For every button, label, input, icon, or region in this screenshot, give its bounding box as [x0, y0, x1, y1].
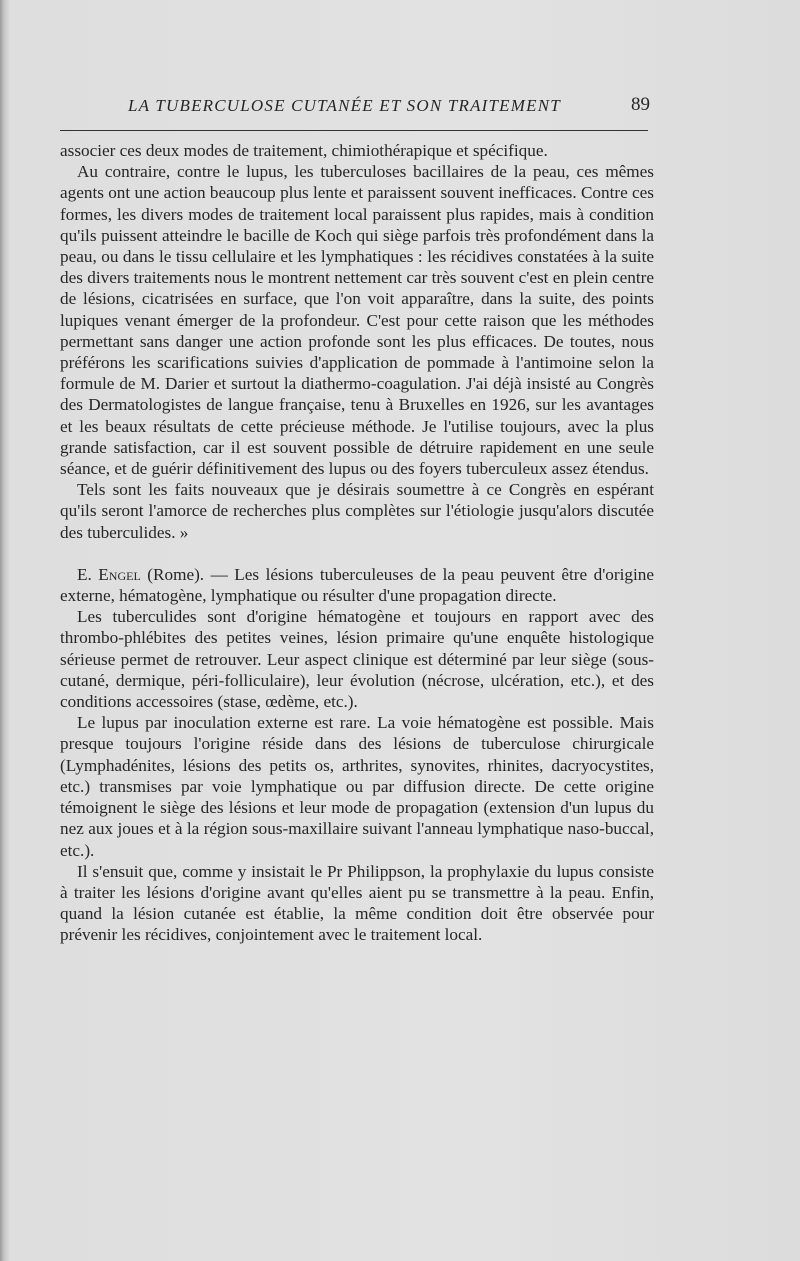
body-text [60, 140, 654, 946]
paragraph-5: Les tuberculides sont d'origine hématogène et toujours en rapport avec des thrombo-phlébites des petites veines, lésion primaire qu'une enquête histologique sérieuse permet de retrouver. Leur aspect clinique est déterminé par leur siège (sous-cutané, dermique, péri-folliculaire), leur évolution (nécrose, ulcération, etc.), et des conditions accessoires (stase, œdème, etc.). [60, 607, 654, 712]
paragraph-3: Tels sont les faits nouveaux que je désirais soumettre à ce Congrès en espérant qu'ils seront l'amorce de recherches plus complètes sur l'étiologie jusqu'alors discutée des tuberculides. » [60, 480, 654, 542]
header-rule [60, 130, 648, 131]
author-name: E. Engel [77, 564, 141, 584]
paragraph-4 [60, 564, 654, 606]
paragraph-2: Au contraire, contre le lupus, les tuberculoses bacillaires de la peau, ces mêmes agents ont une action beaucoup plus lente et paraissent souvent inefficaces. Contre ces formes, les divers modes de traitement local paraissent plus rapides, mais à condition qu'ils puissent atteindre le bacille de Koch qui siège parfois très profondément dans la peau, ou dans le tissu cellulaire et les lymphatiques : les récidives constatées à la suite des divers traitements nous le montrent nettement car très souvent c'est en plein centre de lésions, cicatrisées en surface, que l'on voit apparaître, dans la suite, des points lupiques venant émerger de la profondeur. C'est pour cette raison que les méthodes permettant sans danger une action profonde sont les plus efficaces. De toutes, nous préférons les scarifications suivies d'application de pommade à l'antimoine selon la formule de M. Darier et surtout la diathermo-coagulation. J'ai déjà insisté au Congrès des Dermatologistes de langue française, tenu à Bruxelles en 1926, sur les avantages et les beaux résultats de cette précieuse méthode. Je l'utilise toujours, avec la plus grande satisfaction, car il est souvent possible de détruire rapidement en une seule séance, et de guérir définitivement des lupus ou des foyers tuberculeux assez étendus. [60, 162, 654, 479]
page-header [60, 94, 650, 124]
paragraph-4-text: (Rome). — Les lésions tuberculeuses de la peau peuvent être d'origine externe, hématogène, lymphatique ou résulter d'une propagation directe. [60, 564, 654, 606]
running-title: LA TUBERCULOSE CUTANÉE ET SON TRAITEMENT [128, 96, 561, 115]
page-number: 89 [631, 94, 650, 115]
paragraph-7: Il s'ensuit que, comme y insistait le Pr Philippson, la prophylaxie du lupus consiste à traiter les lésions d'origine avant qu'elles aient pu se transmettre à la peau. Enfin, quand la lésion cutanée est établie, la même condition doit être observée pour prévenir les récidives, conjointement avec le traitement local. [60, 861, 654, 945]
paragraph-6: Le lupus par inoculation externe est rare. La voie hématogène est possible. Mais presque toujours l'origine réside dans des lésions de tuberculose chirurgicale (Lymphadénites, lésions des petits os, arthrites, synovites, rhinites, dacryocystites, etc.) transmises par voie lymphatique ou par diffusion directe. De cette origine témoignent le siège des lésions et leur mode de propagation (extension d'un lupus du nez aux joues et à la région sous-maxillaire suivant l'anneau lymphatique naso-buccal, etc.). [60, 713, 654, 860]
paragraph-1: associer ces deux modes de traitement, chimiothérapique et spécifique. [60, 141, 548, 160]
